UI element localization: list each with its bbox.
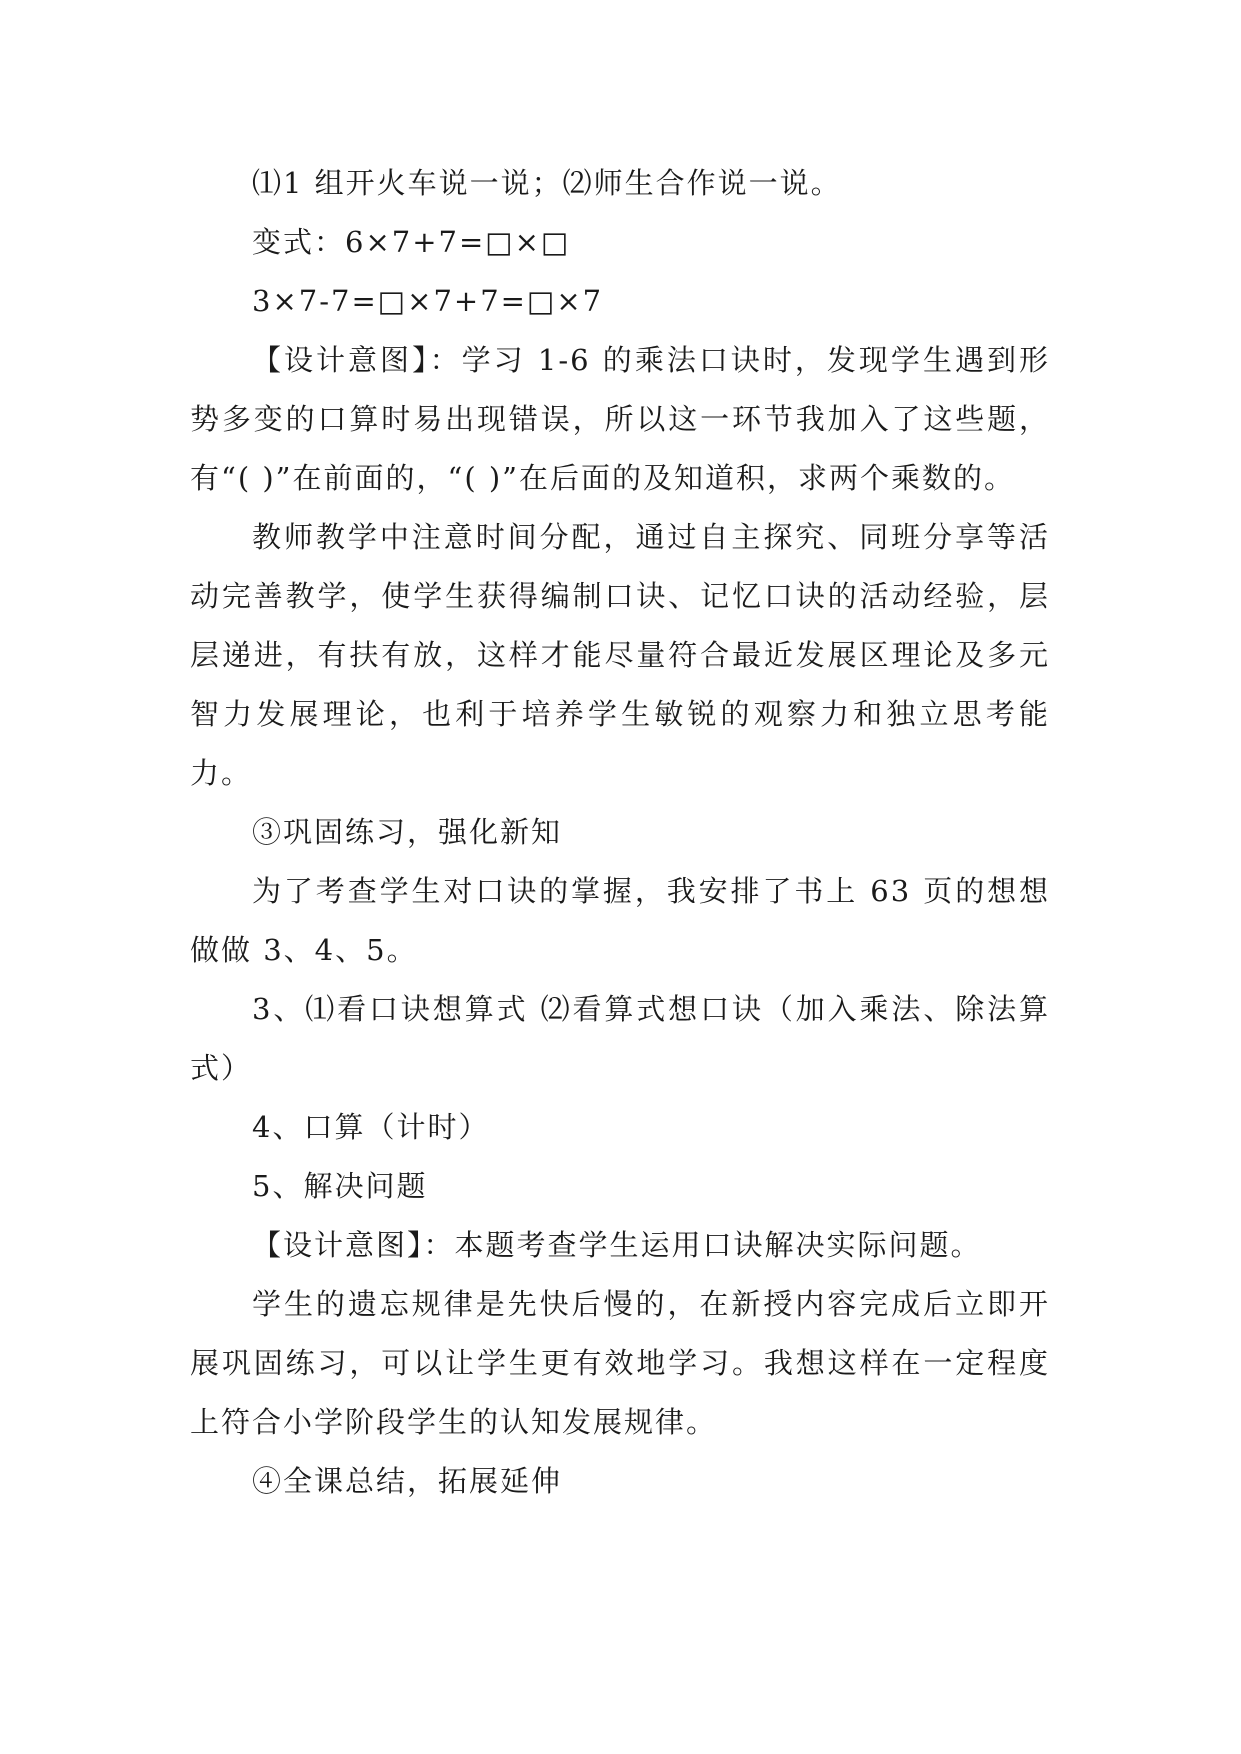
paragraph-variant-1: 变式：6×7+7=□×□ — [252, 225, 571, 259]
section-heading-summary: ④全课总结，拓展延伸 — [252, 1464, 563, 1498]
paragraph-activity-methods: ⑴1 组开火车说一说；⑵师生合作说一说。 — [252, 166, 842, 200]
paragraph-exercise-arrangement: 为了考查学生对口诀的掌握，我安排了书上 63 页的想想做做 3、4、5。 — [190, 874, 1050, 967]
paragraph-exercise-4: 4、口算（计时） — [252, 1110, 490, 1144]
paragraph-teaching-notes: 教师教学中注意时间分配，通过自主探究、同班分享等活动完善教学，使学生获得编制口诀、记忆口诀的活动经验，层层递进，有扶有放，这样才能尽量符合最近发展区理论及多元智力发展理论，也利于培养学生敏锐的观察力和独立思考能力。 — [190, 520, 1050, 790]
paragraph-forgetting-curve: 学生的遗忘规律是先快后慢的，在新授内容完成后立即开展巩固练习，可以让学生更有效地学习。我想这样在一定程度上符合小学阶段学生的认知发展规律。 — [190, 1287, 1050, 1439]
paragraph-exercise-3: 3、⑴看口诀想算式 ⑵看算式想口诀（加入乘法、除法算式） — [190, 992, 1050, 1085]
paragraph-exercise-5: 5、解决问题 — [252, 1169, 428, 1203]
document-body — [190, 154, 1050, 1511]
section-heading-consolidation: ③巩固练习，强化新知 — [252, 815, 563, 849]
paragraph-design-intent-1: 【设计意图】：学习 1-6 的乘法口诀时，发现学生遇到形势多变的口算时易出现错误，所以这一环节我加入了这些题，有“( )”在前面的，“( )”在后面的及知道积，求两个乘数的。 — [190, 343, 1050, 495]
paragraph-variant-2: 3×7-7=□×7+7=□×7 — [252, 284, 604, 318]
paragraph-design-intent-2: 【设计意图】：本题考查学生运用口诀解决实际问题。 — [252, 1228, 982, 1262]
